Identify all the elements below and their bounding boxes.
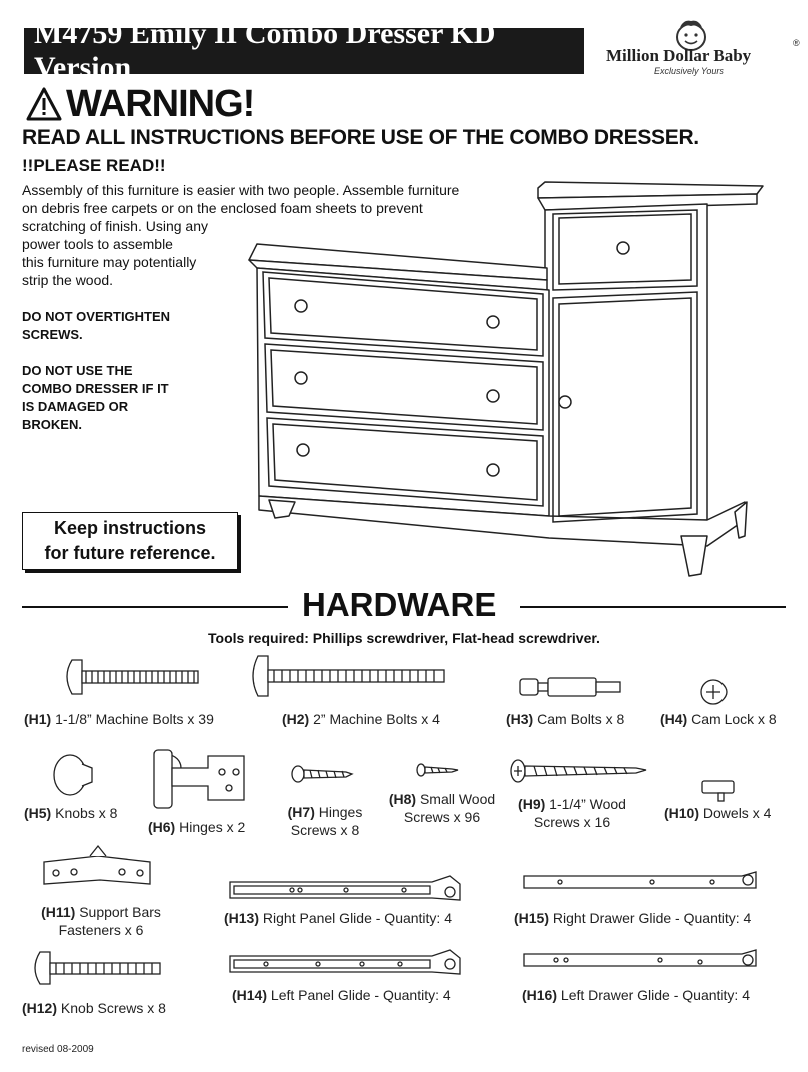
h1-text: 1-1/8” Machine Bolts x 39 bbox=[55, 711, 214, 727]
h13-label bbox=[224, 909, 452, 927]
assembly-line: scratching of finish. Using any bbox=[22, 218, 208, 234]
h9-wood-screw-drawing bbox=[511, 760, 646, 782]
note-line: DO NOT USE THE bbox=[22, 363, 133, 378]
h11-code: (H11) bbox=[41, 904, 76, 920]
h8-text: Small Wood bbox=[419, 791, 496, 807]
h13-code: (H13) bbox=[224, 910, 260, 926]
h7-code: (H7) bbox=[287, 804, 315, 820]
h11-line1 bbox=[28, 903, 174, 921]
h2-code: (H2) bbox=[282, 711, 310, 727]
h12-code: (H12) bbox=[22, 1000, 58, 1016]
h7-hinge-screw-drawing bbox=[292, 766, 352, 782]
h6-text: Hinges x 2 bbox=[179, 819, 246, 835]
h14-text: Left Panel Glide - Quantity: 4 bbox=[270, 987, 451, 1003]
h6-label bbox=[148, 818, 245, 836]
h11-text: Support Bars bbox=[79, 904, 161, 920]
note-line: IS DAMAGED OR bbox=[22, 399, 129, 414]
h9-line1 bbox=[510, 795, 634, 813]
h8-line2: Screws x 96 bbox=[403, 809, 481, 825]
document-title-text: M4759 Emily II Combo Dresser KD Version bbox=[34, 17, 496, 84]
h8-line1 bbox=[382, 790, 502, 808]
tools-required: Tools required: Phillips screwdriver, Flat-head screwdriver. bbox=[208, 630, 600, 646]
h14-label bbox=[232, 986, 451, 1004]
h5-label bbox=[24, 804, 117, 822]
brand-registered-mark: ® bbox=[793, 38, 800, 48]
revision-date: revised 08-2009 bbox=[22, 1044, 94, 1055]
h13-text: Right Panel Glide - Quantity: 4 bbox=[262, 910, 453, 926]
h2-text: 2” Machine Bolts x 4 bbox=[313, 711, 440, 727]
read-all-instructions: READ ALL INSTRUCTIONS BEFORE USE OF THE COMBO DRESSER. bbox=[22, 126, 699, 149]
h12-label bbox=[22, 999, 166, 1017]
assembly-line: on debris free carpets or on the enclosed foam sheets to prevent bbox=[22, 200, 423, 216]
h3-label bbox=[506, 710, 624, 728]
h8-code: (H8) bbox=[388, 791, 417, 807]
h14-code: (H14) bbox=[232, 987, 268, 1003]
h12-text: Knob Screws x 8 bbox=[60, 1000, 166, 1016]
h4-cam-lock-drawing bbox=[701, 680, 727, 704]
h4-text: Cam Lock x 8 bbox=[691, 711, 777, 727]
h4-code: (H4) bbox=[660, 711, 688, 727]
h11-label bbox=[28, 903, 174, 939]
h16-text: Left Drawer Glide - Quantity: 4 bbox=[560, 987, 750, 1003]
h16-label bbox=[522, 986, 750, 1004]
h7-line1 bbox=[282, 803, 368, 821]
h1-code: (H1) bbox=[24, 711, 52, 727]
h5-code: (H5) bbox=[24, 805, 52, 821]
h3-code: (H3) bbox=[506, 711, 534, 727]
brand-tagline: Exclusively Yours bbox=[654, 66, 724, 76]
h16-left-drawer-glide-drawing bbox=[524, 950, 756, 966]
h15-label bbox=[514, 909, 751, 927]
warning-text: WARNING! bbox=[66, 82, 255, 125]
h9-label bbox=[510, 795, 634, 831]
assembly-line: power tools to assemble bbox=[22, 236, 173, 252]
h3-cam-bolt-drawing bbox=[520, 678, 620, 696]
keep-line: Keep instructions bbox=[53, 518, 207, 538]
h15-right-drawer-glide-drawing bbox=[524, 872, 756, 888]
h9-text: 1-1/4” Wood bbox=[549, 796, 626, 812]
h3-text: Cam Bolts x 8 bbox=[537, 711, 625, 727]
assembly-line: this furniture may potentially bbox=[22, 254, 197, 270]
h10-label bbox=[664, 804, 771, 822]
h1-machine-bolt-drawing bbox=[67, 660, 198, 694]
assembly-line: strip the wood. bbox=[22, 272, 114, 288]
h12-knob-screw-drawing bbox=[35, 952, 160, 984]
h2-label bbox=[282, 710, 440, 728]
h8-label bbox=[382, 790, 502, 826]
note-line: BROKEN. bbox=[22, 417, 82, 432]
h2-machine-bolt-drawing bbox=[253, 656, 444, 696]
h10-dowel-drawing bbox=[702, 781, 734, 801]
h11-line2: Fasteners x 6 bbox=[58, 922, 144, 938]
h10-text: Dowels x 4 bbox=[702, 805, 772, 821]
hardware-title: HARDWARE bbox=[302, 586, 497, 623]
brand-name: Million Dollar Baby bbox=[606, 46, 752, 65]
h9-line2: Screws x 16 bbox=[533, 814, 611, 830]
h7-label bbox=[282, 803, 368, 839]
keep-line: for future reference. bbox=[44, 543, 216, 563]
h9-code: (H9) bbox=[518, 796, 546, 812]
h7-line2: Screws x 8 bbox=[290, 822, 360, 838]
h11-support-bar-drawing bbox=[44, 846, 150, 884]
h5-text: Knobs x 8 bbox=[55, 805, 118, 821]
h4-label bbox=[660, 710, 777, 728]
h15-code: (H15) bbox=[514, 910, 550, 926]
h10-code: (H10) bbox=[664, 805, 700, 821]
h8-small-wood-screw-drawing bbox=[417, 764, 458, 776]
note-line: COMBO DRESSER IF IT bbox=[22, 381, 169, 396]
h6-hinge-drawing bbox=[154, 750, 244, 808]
note-line: SCREWS. bbox=[22, 327, 83, 342]
please-read: !!PLEASE READ!! bbox=[22, 156, 166, 175]
assembly-line: Assembly of this furniture is easier with two people. Assemble furniture bbox=[22, 182, 460, 198]
h13-right-panel-glide-drawing bbox=[230, 876, 460, 900]
h16-code: (H16) bbox=[522, 987, 558, 1003]
h1-label bbox=[24, 710, 214, 728]
h7-text: Hinges bbox=[318, 804, 363, 820]
h15-text: Right Drawer Glide - Quantity: 4 bbox=[552, 910, 752, 926]
note-line: DO NOT OVERTIGHTEN bbox=[22, 309, 171, 324]
h14-left-panel-glide-drawing bbox=[230, 950, 460, 974]
h5-knob-drawing bbox=[54, 755, 92, 795]
h6-code: (H6) bbox=[148, 819, 176, 835]
